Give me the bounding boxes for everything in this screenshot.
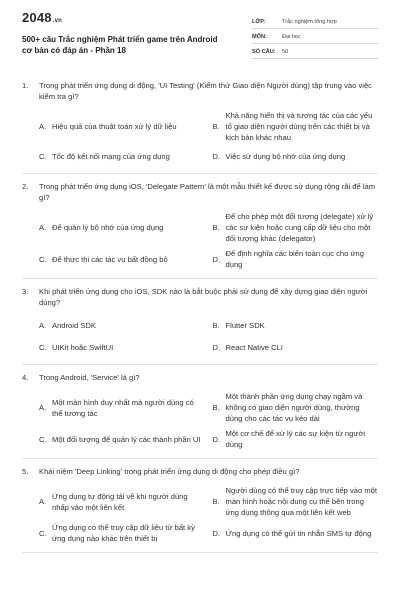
answer-option-a[interactable] [39,108,205,145]
question-item [22,286,378,365]
option-text: Một cơ chế để xử lý các sự kiện từ người dùng [225,429,366,449]
site-logo[interactable] [22,10,227,29]
answer-option-d[interactable] [213,145,379,167]
question-item [22,80,378,174]
meta-label: SỐ CÂU: [252,48,276,55]
question-list [22,80,378,553]
option-text: Khả năng hiển thị và tương tác của các yếu tố giao diện người dùng trên các thiết bị và kịch bản khác nhau [225,111,373,142]
option-text: Một đối tượng để quản lý các thành phần UI [52,434,201,444]
option-letter: A. [39,403,47,412]
answer-option-b[interactable] [213,209,379,246]
meta-row-class [252,14,378,29]
option-letter: D. [212,528,221,538]
option-letter: B. [212,122,220,131]
option-text: Để thực thi các tác vụ bất đồng bộ [52,254,168,264]
option-letter: B. [212,223,220,232]
answer-option-d[interactable] [213,246,379,272]
question-text: Trong phát triển ứng dụng di động, 'UI Testing' (Kiểm thử Giao diện Người dùng) tập trung vào việc kiểm tra gì? [39,81,372,101]
option-letter: C. [39,342,47,352]
question-item [22,466,378,553]
answer-options [22,314,378,358]
option-text: Để định nghĩa các biến toàn cục cho ứng dụng [225,249,364,269]
question-head [22,286,378,308]
answer-option-b[interactable] [213,483,379,520]
option-text: Hiệu quả của thuật toán xử lý dữ liệu [52,122,177,131]
question-head [22,181,378,203]
option-text: React Native CLI [225,342,283,352]
answer-option-a[interactable] [39,483,205,520]
option-letter: D. [212,434,221,444]
answer-option-d[interactable] [213,426,379,452]
option-letter: D. [212,151,221,161]
question-head [22,80,378,102]
answer-option-c[interactable] [39,336,205,358]
meta-row-subject [252,29,378,44]
question-head [22,466,378,477]
option-letter: A. [39,122,47,131]
brand-block [22,10,227,64]
question-number: 4. [22,373,29,382]
option-letter: C. [39,528,47,538]
answer-options [22,389,378,452]
option-text: Android SDK [52,320,96,330]
option-letter: D. [212,254,221,264]
option-text: Để quản lý bộ nhớ của ứng dụng [52,223,164,232]
option-text: UIKit hoặc SwiftUI [52,342,114,352]
answer-option-c[interactable] [39,145,205,167]
answer-option-c[interactable] [39,426,205,452]
option-text: Ứng dụng có thể gửi tin nhắn SMS tự động [225,528,372,538]
option-text: Việc sử dụng bộ nhớ của ứng dụng [225,151,346,161]
option-letter: C. [39,151,47,161]
question-head [22,372,378,383]
option-letter: D. [212,342,221,352]
question-number: 2. [22,182,29,191]
meta-value: 50 [282,48,289,55]
answer-options [22,108,378,167]
question-number: 5. [22,467,29,476]
option-letter: B. [212,320,220,330]
document-title: 500+ câu Trắc nghiệm Phát triển game trên Android cơ bản có đáp án - Phần 18 [22,35,218,56]
logo-tld: .vn [52,18,63,24]
option-letter: A. [39,497,47,506]
option-letter: C. [39,254,47,264]
question-item [22,372,378,459]
meta-value: Đại học [282,33,301,40]
option-text: Một màn hình duy nhất mà người dùng có thể tương tác [52,397,194,418]
option-text: Để cho phép một đối tượng (delegate) xử lý các sự kiện hoặc cung cấp dữ liệu cho một đối tượng khác (delegator) [225,212,374,243]
answer-option-c[interactable] [39,246,205,272]
answer-options [22,483,378,546]
answer-option-c[interactable] [39,520,205,546]
option-letter: B. [212,497,220,506]
option-text: Một thành phần ứng dụng chạy ngầm và không có giao diện người dùng, thường dùng cho các tác vụ kéo dài [225,392,363,423]
answer-option-a[interactable] [39,389,205,426]
answer-option-b[interactable] [213,389,379,426]
option-text: Ứng dụng có thể truy cập dữ liệu từ bất kỳ ứng dụng nào khác trên thiết bị [52,523,195,543]
option-text: Người dùng có thể truy cập trực tiếp vào một màn hình hoặc nội dung cụ thể bên trong ứng dụng thông qua một liên kết web [225,486,377,517]
option-letter: A. [39,223,47,232]
document-header [22,0,378,64]
question-item [22,181,378,279]
answer-option-b[interactable] [213,314,379,336]
question-number: 1. [22,81,29,90]
meta-row-count [252,44,378,59]
answer-option-d[interactable] [213,336,379,358]
question-number: 3. [22,287,29,296]
question-text: Trong phát triển ứng dụng iOS, 'Delegate Pattern' là một mẫu thiết kế được sử dụng rộng rãi để làm gì? [39,182,376,202]
option-letter: B. [212,403,220,412]
question-text: Khi phát triển ứng dụng cho iOS, SDK nào là bắt buộc phải sử dụng để xây dựng giao diện người dùng? [39,287,368,307]
answer-option-a[interactable] [39,209,205,246]
meta-value: Trắc nghiệm tổng hợp [282,18,337,25]
option-text: Flutter SDK [225,320,265,330]
answer-options [22,209,378,272]
answer-option-d[interactable] [213,520,379,546]
answer-option-b[interactable] [213,108,379,145]
answer-option-a[interactable] [39,314,205,336]
option-text: Tốc độ kết nối mạng của ứng dụng [52,151,170,161]
logo-main: 2048 [22,10,52,25]
meta-label: LỚP: [252,18,266,25]
question-text: Khái niệm 'Deep Linking' trong phát triển ứng dụng di động cho phép điều gì? [39,467,300,476]
meta-label: MÔN: [252,33,267,40]
question-text: Trong Android, 'Service' là gì? [39,373,140,382]
option-text: Ứng dụng tự động tải về khi người dùng nhấp vào một liên kết [52,491,188,512]
option-letter: A. [39,320,47,330]
document-meta [252,14,378,64]
option-letter: C. [39,434,47,444]
